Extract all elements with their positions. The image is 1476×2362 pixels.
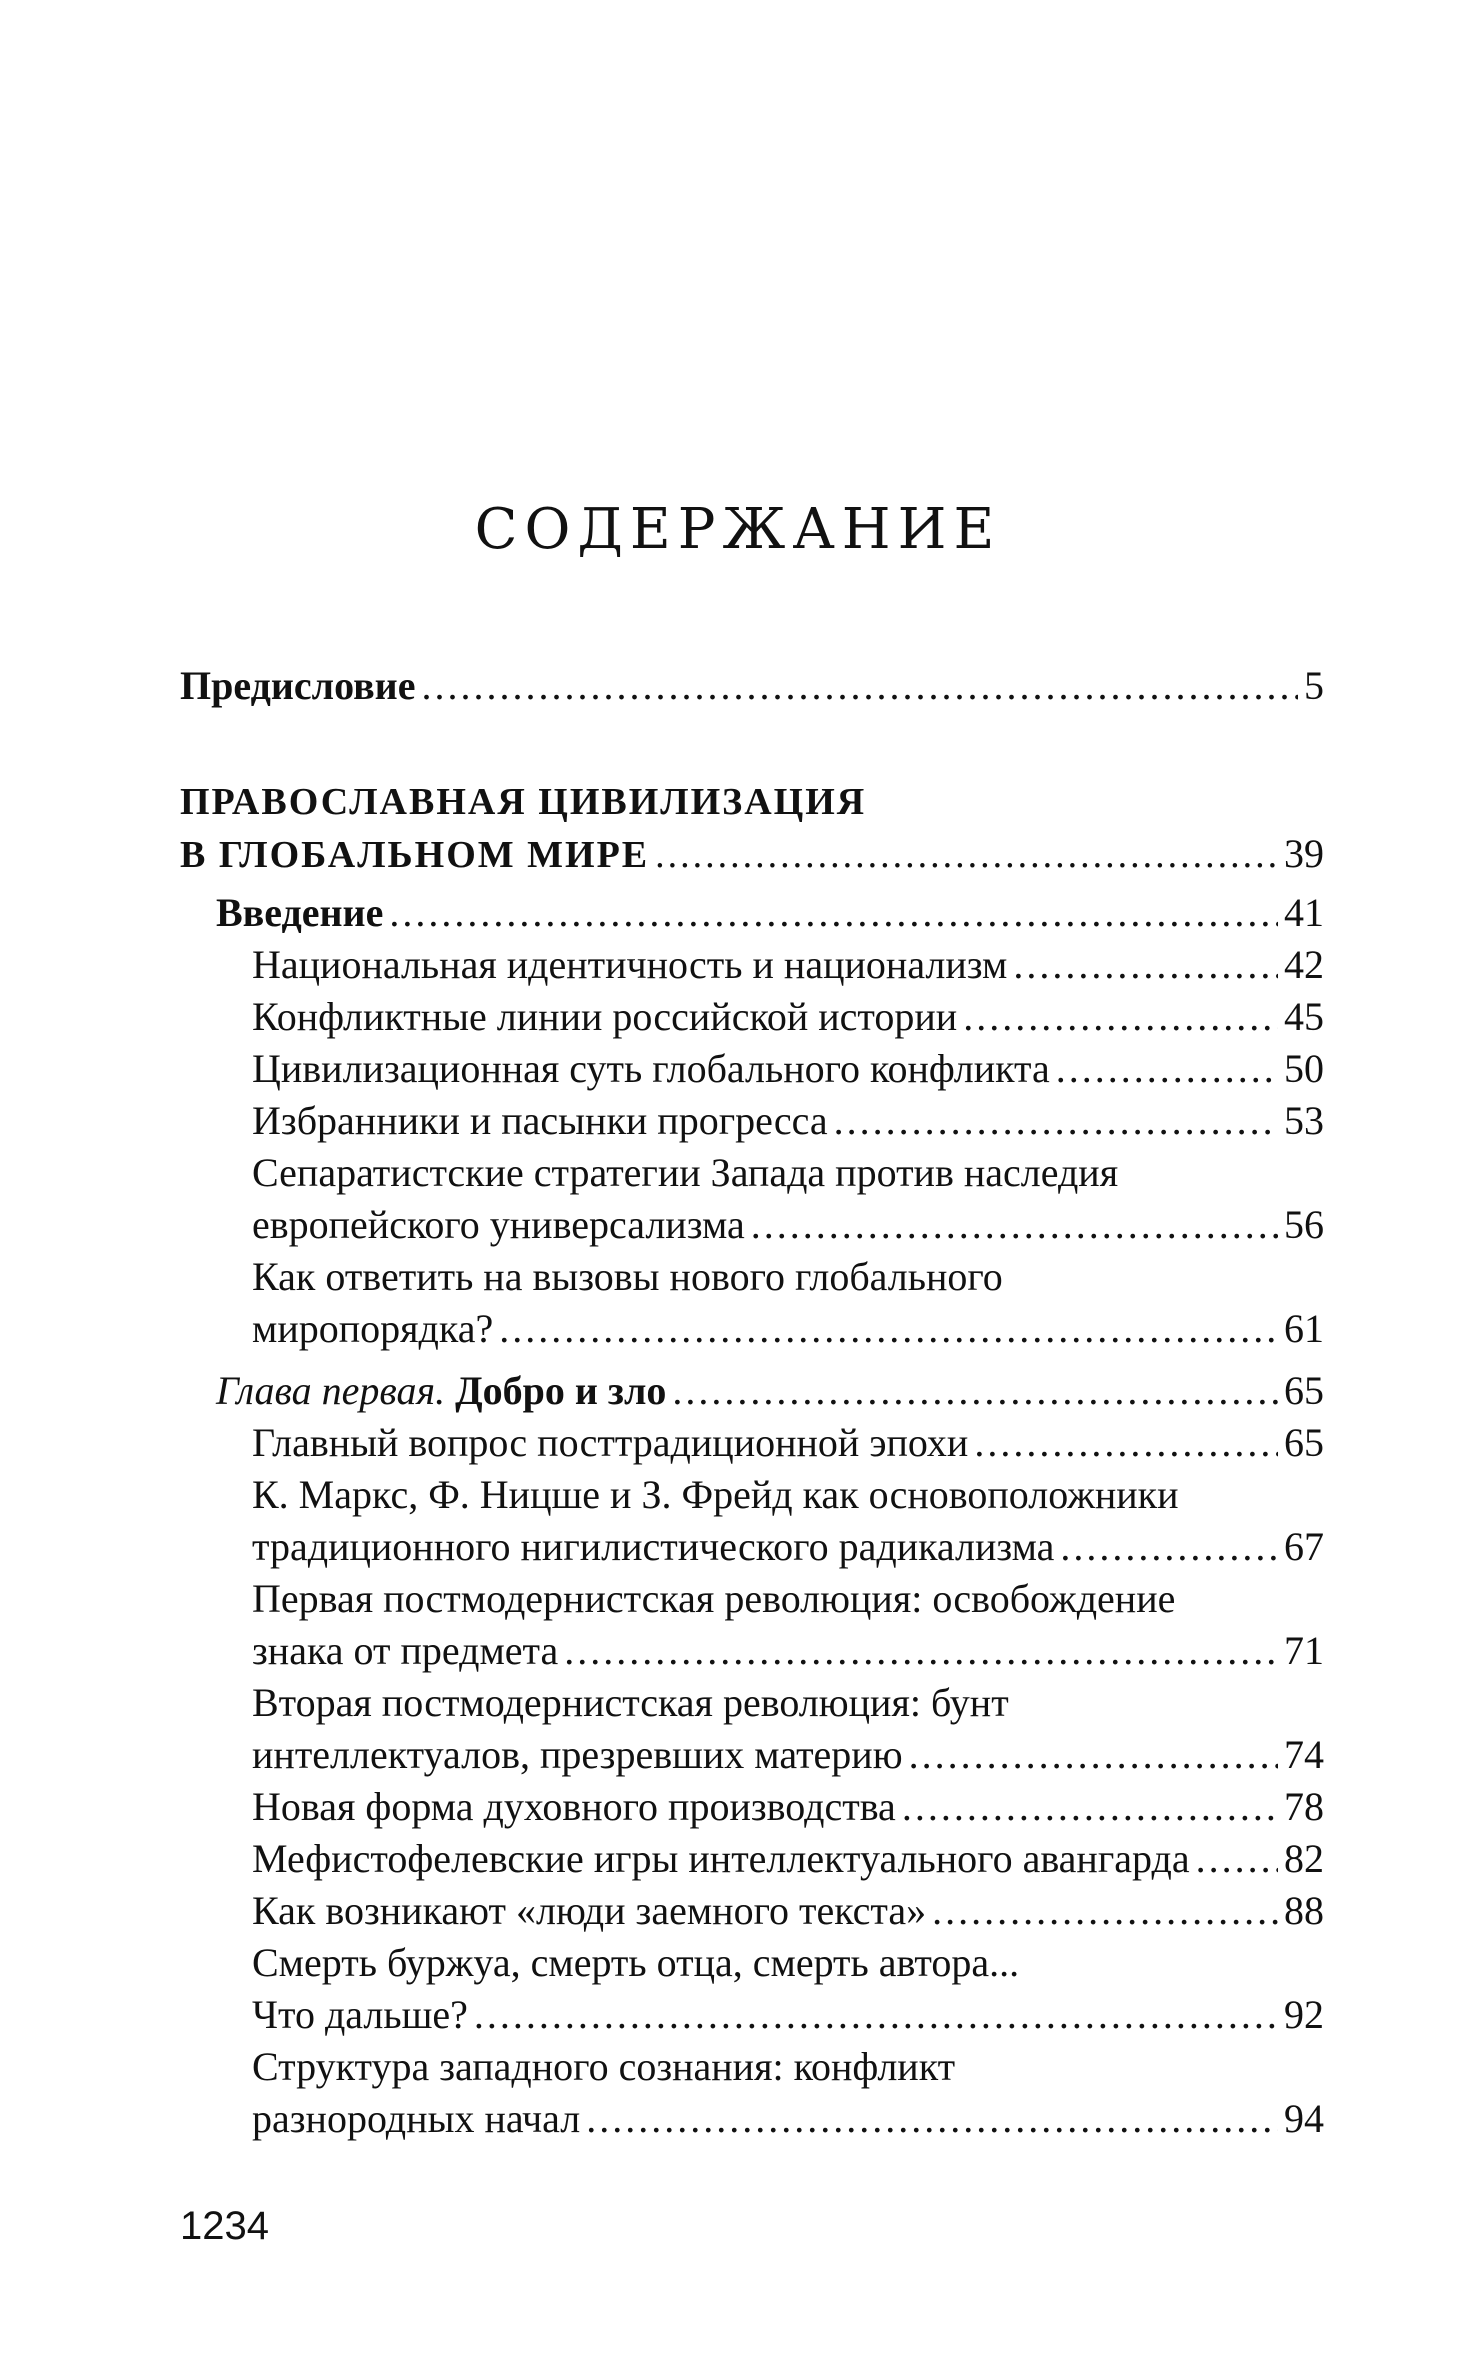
toc-entry-text-line: знака от предмета [252, 1628, 559, 1673]
dot-leader [1056, 1043, 1278, 1095]
toc-entry-text-line: Главный вопрос посттрадиционной эпохи [252, 1420, 969, 1465]
dot-leader [974, 1417, 1278, 1469]
toc-page-number: 65 [1284, 1368, 1324, 1413]
toc-entry-section[interactable] [180, 1937, 1324, 2041]
dot-leader [902, 1781, 1278, 1833]
toc-entry-label: Предисловие [180, 663, 416, 708]
toc-entry-section[interactable] [180, 1833, 1324, 1885]
toc-entry-section[interactable] [180, 1251, 1324, 1355]
toc-entry-section[interactable] [180, 1417, 1324, 1469]
toc-chapter-prefix: Глава первая. [216, 1368, 446, 1413]
toc-page-number: 78 [1284, 1784, 1324, 1829]
toc-part-title-line1: ПРАВОСЛАВНАЯ ЦИВИЛИЗАЦИЯ [180, 781, 867, 823]
toc-page-number: 41 [1284, 890, 1324, 935]
toc-entry-text-line: Первая постмодернистская революция: освобождение [252, 1576, 1176, 1621]
toc-entry-text-line: традиционного нигилистического радикализма [252, 1524, 1055, 1569]
toc-entry-text-line: разнородных начал [252, 2096, 581, 2141]
table-of-contents [180, 660, 1324, 2145]
toc-entry-label: Добро и зло [455, 1368, 667, 1413]
toc-entry-part[interactable] [180, 776, 1324, 881]
dot-leader [586, 2093, 1278, 2145]
dot-leader [1060, 1521, 1278, 1573]
toc-page-number: 53 [1284, 1098, 1324, 1143]
dot-leader [909, 1729, 1278, 1781]
toc-entry-text-line: Структура западного сознания: конфликт [252, 2044, 956, 2089]
toc-entry-label: Введение [216, 890, 384, 935]
toc-entry-section[interactable] [180, 939, 1324, 991]
toc-entry-text-line: Что дальше? [252, 1992, 468, 2037]
toc-entry-section[interactable] [180, 1469, 1324, 1573]
dot-leader [564, 1625, 1278, 1677]
toc-entry-text-line: интеллектуалов, презревших материю [252, 1732, 903, 1777]
toc-entry-introduction[interactable] [180, 887, 1324, 939]
toc-entry-section[interactable] [180, 991, 1324, 1043]
dot-leader [1013, 939, 1278, 991]
dot-leader [421, 660, 1298, 712]
toc-entry-text-line: Национальная идентичность и национализм [252, 942, 1008, 987]
dot-leader [834, 1095, 1278, 1147]
dot-leader [672, 1365, 1278, 1417]
toc-entry-section[interactable] [180, 1781, 1324, 1833]
toc-page-number: 67 [1284, 1524, 1324, 1569]
toc-entry-chapter[interactable] [180, 1365, 1324, 1417]
toc-page-number: 71 [1284, 1628, 1324, 1673]
dot-leader [751, 1199, 1278, 1251]
toc-page-number: 39 [1284, 831, 1324, 876]
toc-page-number: 56 [1284, 1202, 1324, 1247]
toc-entry-text-line: Конфликтные линии российской истории [252, 994, 958, 1039]
dot-leader [963, 991, 1278, 1043]
toc-entry-text-line: Мефистофелевские игры интеллектуального авангарда [252, 1836, 1190, 1881]
toc-entry-text-line: миропорядка? [252, 1306, 494, 1351]
toc-page-number: 88 [1284, 1888, 1324, 1933]
toc-entry-section[interactable] [180, 1677, 1324, 1781]
toc-entry-text-line: Цивилизационная суть глобального конфликта [252, 1046, 1050, 1091]
toc-entry-section[interactable] [180, 2041, 1324, 2145]
toc-entry-text-line: Новая форма духовного производства [252, 1784, 896, 1829]
toc-page-number: 65 [1284, 1420, 1324, 1465]
toc-entry-text-line: Как ответить на вызовы нового глобального [252, 1254, 1003, 1299]
toc-entry-section[interactable] [180, 1573, 1324, 1677]
toc-entry-section[interactable] [180, 1147, 1324, 1251]
toc-page-number: 74 [1284, 1732, 1324, 1777]
toc-entry-text-line: Смерть буржуа, смерть отца, смерть автора... [252, 1940, 1020, 1985]
toc-entry-section[interactable] [180, 1095, 1324, 1147]
toc-entry-text-line: К. Маркс, Ф. Ницше и З. Фрейд как основоположники [252, 1472, 1179, 1517]
toc-page-number: 42 [1284, 942, 1324, 987]
toc-entry-text-line: европейского универсализма [252, 1202, 745, 1247]
toc-entry-text-line: Как возникают «люди заемного текста» [252, 1888, 927, 1933]
toc-page-number: 50 [1284, 1046, 1324, 1091]
toc-part-title-line2: В ГЛОБАЛЬНОМ МИРЕ [180, 834, 650, 876]
page-folio-number: 1234 [180, 2204, 269, 2248]
page-title: СОДЕРЖАНИЕ [474, 497, 1002, 562]
toc-page-number: 92 [1284, 1992, 1324, 2037]
toc-entry-text-line: Избранники и пасынки прогресса [252, 1098, 828, 1143]
toc-page-number: 94 [1284, 2096, 1324, 2141]
toc-entry-section[interactable] [180, 1885, 1324, 1937]
dot-leader [932, 1885, 1278, 1937]
dot-leader [474, 1989, 1278, 2041]
toc-entry-text-line: Сепаратистские стратегии Запада против наследия [252, 1150, 1119, 1195]
toc-entry-section[interactable] [180, 1043, 1324, 1095]
dot-leader [499, 1303, 1278, 1355]
toc-page-number: 5 [1304, 663, 1324, 708]
toc-entry-text-line: Вторая постмодернистская революция: бунт [252, 1680, 1009, 1725]
dot-leader [1196, 1833, 1278, 1885]
toc-page-number: 45 [1284, 994, 1324, 1039]
toc-page-number: 61 [1284, 1306, 1324, 1351]
dot-leader [389, 887, 1278, 939]
dot-leader [655, 829, 1278, 881]
toc-entry-preface[interactable] [180, 660, 1324, 712]
toc-page-number: 82 [1284, 1836, 1324, 1881]
